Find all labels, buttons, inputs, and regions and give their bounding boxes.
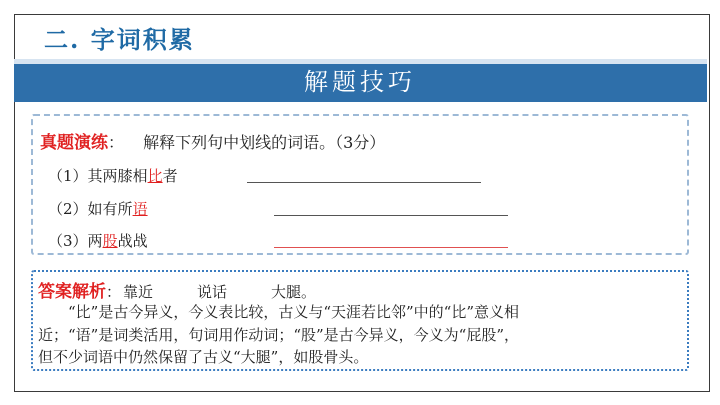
explanation-line-2: 近；“语”是词类活用，句词用作动词；“股”是古今异义，今义为“屁股”， — [38, 326, 520, 344]
item-underlined-word: 股 — [102, 232, 118, 250]
answer-1: 靠近 — [123, 283, 154, 301]
question-item-1 — [48, 165, 178, 186]
question-item-2 — [48, 198, 148, 219]
question-item-3 — [48, 230, 148, 251]
question-label: 真题演练 — [40, 133, 108, 153]
answer-label-colon: ： — [106, 283, 122, 301]
item-number: （1） — [48, 167, 88, 185]
item-text-before: 其两膝相 — [87, 167, 148, 185]
banner-title: 解题技巧 — [304, 68, 416, 96]
item-text-after: 者 — [162, 167, 178, 185]
answer-line-1 — [247, 182, 481, 183]
item-text-before: 两 — [87, 232, 103, 250]
explanation-line-3: 但不少词语中仍然保留了古义“大腿”，如股骨头。 — [38, 348, 369, 366]
item-text-after: 战战 — [117, 232, 148, 250]
question-header — [40, 128, 385, 153]
answer-line-2 — [274, 215, 508, 216]
section-title: 二. 字词积累 — [44, 25, 195, 54]
answer-2: 说话 — [197, 283, 228, 301]
answer-3: 大腿。 — [271, 283, 317, 301]
question-label-colon: ： — [108, 133, 125, 152]
item-number: （2） — [48, 200, 88, 218]
item-number: （3） — [48, 232, 88, 250]
answer-line-3 — [274, 247, 508, 248]
item-underlined-word: 语 — [132, 200, 148, 218]
item-underlined-word: 比 — [147, 167, 163, 185]
explanation-line-1: “比”是古今异义，今义表比较，古义与“天涯若比邻”中的“比”意义相 — [68, 303, 520, 321]
answer-header — [38, 277, 316, 302]
question-instruction: 解释下列句中划线的词语。（3分） — [143, 133, 386, 152]
answer-label: 答案解析 — [38, 282, 106, 302]
item-text-before: 如有所 — [87, 200, 133, 218]
